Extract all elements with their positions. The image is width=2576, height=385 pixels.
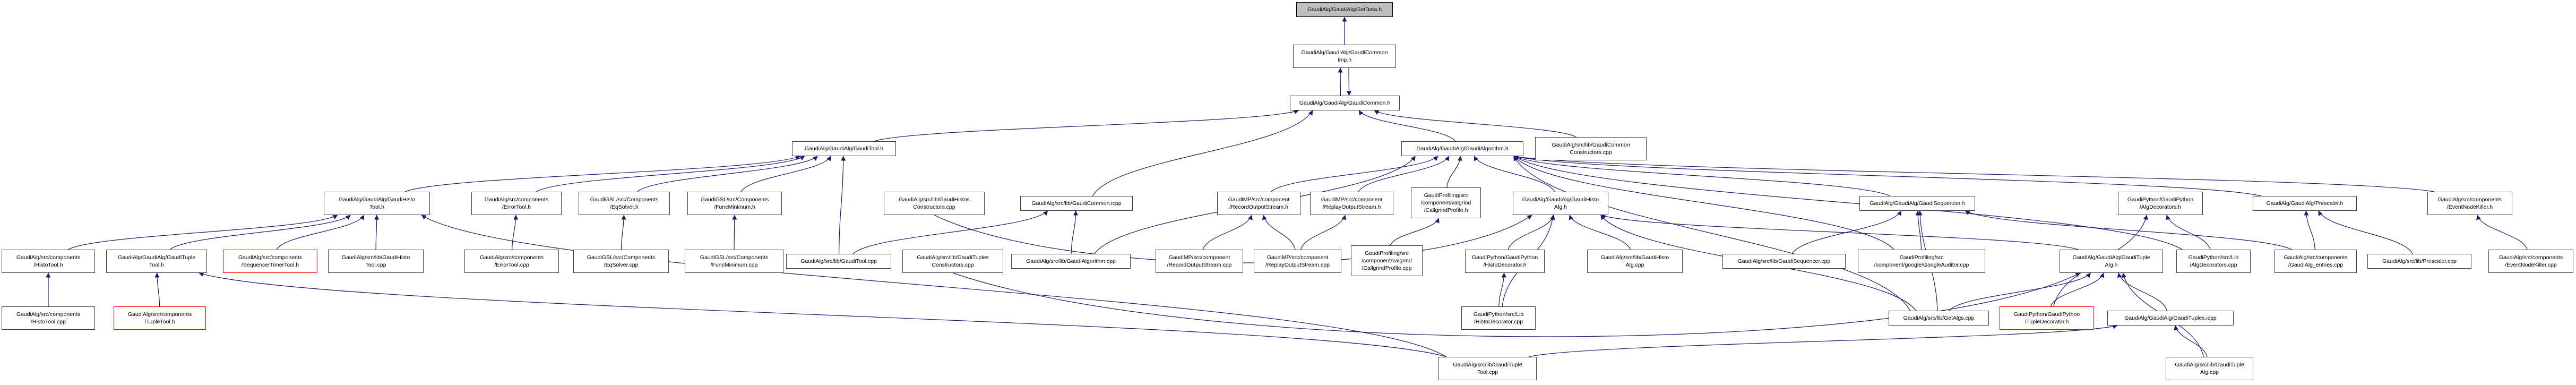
include-edge-tool_h-to-common (874, 110, 1299, 141)
include-edge-histotool_h5-to-histotool_h4 (68, 215, 338, 250)
graph-node-label: /EventNodeKiller.cpp (2505, 262, 2557, 268)
graph-node-label: GaudiAlg/src/components (238, 254, 303, 261)
graph-node-label: GaudiAlg/src/lib/GaudiHisto (341, 254, 410, 261)
include-edge-getalgs_cpp-to-tuplealg_h (1949, 273, 2091, 311)
graph-node-label: /component/valgrind (1420, 200, 1471, 206)
include-edge-tupletool_h5-to-histotool_h4 (170, 215, 350, 250)
graph-node-label: GaudiAlg/src/lib/GaudiCommon.icpp (1031, 200, 1122, 207)
graph-node-label: GaudiGSL/src/Components (587, 254, 656, 261)
graph-node-label: GaudiAlg/GaudiAlg/GaudiHisto (1522, 196, 1599, 203)
graph-node-label: GaudiAlg/GaudiAlg/GaudiAlgorithm.h (1416, 146, 1509, 152)
graph-node-algorithm_h[interactable] (1401, 141, 1523, 156)
graph-node-label: /EqSolver.cpp (604, 262, 639, 268)
graph-node-label: /CallgrindProfile.h (1424, 207, 1468, 213)
include-edge-eventnodekiller_cpp-to-eventnodekiller_h (2477, 215, 2527, 250)
include-edge-commonconstructors-to-common (1374, 110, 1576, 137)
graph-node-label: Constructors.cpp (932, 262, 974, 268)
graph-node-tuples_icpp[interactable] (2107, 311, 2234, 326)
graph-node-histosconstructors[interactable] (884, 192, 985, 215)
graph-node-gauditupletool_cpp[interactable] (1438, 357, 1537, 380)
graph-node-commonconstructors[interactable] (1535, 137, 1647, 160)
include-edge-tupledecorator_h-to-tuplealg_h (2051, 273, 2104, 306)
graph-node-label: GaudiMP/src/component (1228, 196, 1290, 203)
graph-node-label: GaudiAlg/src/components (479, 254, 544, 261)
graph-node-label: Imp.h (1337, 57, 1352, 63)
graph-node-label: Tool.h (149, 262, 165, 268)
graph-node-label: GaudiAlg/GaudiAlg/GaudiTuple (2072, 254, 2150, 261)
graph-node-label: GaudiGSL/src/Components (700, 254, 769, 261)
graph-node-callgrindprofile_cpp[interactable] (1351, 245, 1423, 276)
include-edge-callgrindprofile_h-to-algorithm_h (1447, 156, 1460, 187)
graph-node-tuplesconstructors[interactable] (902, 250, 1003, 273)
graph-node-gaudihistotool_cpp[interactable] (328, 250, 424, 273)
graph-node-histotool_h5[interactable] (2, 250, 95, 273)
graph-node-label: /FuncMinimum.h (714, 204, 755, 210)
include-edge-gauditupletool_cpp-to-histotool_h4 (421, 215, 1446, 357)
graph-node-tupletool_h6[interactable] (114, 306, 206, 330)
include-edge-tupletool_h6-to-tupletool_h5 (157, 273, 160, 306)
graph-node-funcminimum_cpp[interactable] (685, 250, 783, 273)
graph-node-getalgs_cpp[interactable] (1889, 311, 1989, 326)
graph-node-label: /ErrorTool.cpp (494, 262, 529, 268)
graph-node-label: /HistoDecorator.h (1483, 262, 1527, 268)
graph-node-label: GaudiAlg/GaudiAlg/GaudiTool.h (804, 146, 884, 152)
graph-node-label: GaudiMP/src/component (1168, 254, 1230, 261)
graph-node-label: /EventNodeKiller.h (2446, 204, 2493, 210)
graph-node-label: GaudiAlg/GaudiAlg/GaudiTuples.icpp (2124, 315, 2217, 321)
graph-node-sequencer_cpp[interactable] (1722, 254, 1846, 269)
graph-node-label: GaudiAlg/src/lib/Prescaler.cpp (2382, 258, 2457, 264)
graph-node-label: /HistoTool.h (33, 262, 63, 268)
include-edge-replayoutputstream_cpp-to-replayoutputstream_h (1301, 215, 1346, 250)
include-edge-callgrindprofile_cpp-to-callgrindprofile_h (1390, 218, 1438, 245)
include-edge-prescaler_h-to-algorithm_h (1514, 156, 2261, 196)
graph-node-label: GaudiAlg/src/lib/GaudiHistos (899, 196, 970, 203)
graph-node-errortool_cpp[interactable] (464, 250, 559, 273)
graph-node-label: GaudiAlg/GaudiAlg/GaudiCommon (1301, 49, 1388, 56)
graph-node-label: /AlgDecorators.cpp (2190, 262, 2237, 268)
include-edge-eqsolver_h-to-tool_h (637, 156, 817, 192)
graph-node-label: GaudiAlg/src/components (2437, 196, 2502, 203)
graph-node-label: /ReplayOutputStream.h (1322, 204, 1381, 210)
include-edge-tuples_icpp-to-tuplealg_h (2118, 273, 2167, 311)
graph-node-label: Constructors.cpp (913, 204, 955, 210)
include-edge-histodecorator_h-to-histoalg_h (1508, 215, 1554, 250)
graph-node-label: /AlgDecorators.h (2139, 204, 2182, 210)
graph-node-label: GaudiAlg/GaudiAlg/GaudiTuple (117, 254, 196, 261)
graph-node-tool_h[interactable] (792, 141, 896, 156)
graph-node-label: GaudiAlg/src/components (2499, 254, 2563, 261)
include-edge-gauditool_cpp-to-common_icpp (853, 211, 1048, 254)
graph-node-label: GaudiAlg/src/components (16, 254, 81, 261)
graph-node-label: /CallgrindProfile.cpp (1362, 265, 1412, 271)
include-edge-errortool_h-to-tool_h (536, 156, 805, 192)
graph-node-label: Alg.cpp (1625, 262, 1644, 268)
graph-node-label: GaudiProfiling/src (1424, 192, 1468, 199)
graph-node-label: GaudiAlg/src/components (484, 196, 549, 203)
graph-node-replayoutputstream_h[interactable] (1310, 192, 1393, 215)
graph-node-label: /RecordOutputStream.h (1229, 204, 1288, 210)
graph-node-eventnodekiller_h[interactable] (2427, 192, 2512, 215)
graph-node-tuplealg_h[interactable] (2060, 250, 2163, 273)
graph-node-sequencertimertool_h[interactable] (223, 250, 317, 273)
graph-node-label: GaudiAlg/src/components (16, 311, 81, 318)
graph-node-label: GaudiProfiling/src (1365, 250, 1409, 256)
graph-node-googleauditor_cpp[interactable] (1858, 250, 1985, 273)
graph-node-label: GaudiAlg/GaudiAlg/GaudiSequencer.h (1869, 200, 1965, 207)
graph-node-label: GaudiAlg/src/components (127, 311, 192, 318)
graph-node-label: GaudiMP/src/component (1321, 196, 1383, 203)
graph-node-prescaler_cpp[interactable] (2367, 254, 2471, 269)
graph-node-label: GaudiAlg/src/lib/GaudiTuple (1453, 362, 1522, 368)
graph-node-label: GaudiPython/src/Lib (1473, 311, 1524, 318)
include-edge-gaudihistotool_cpp-to-histotool_h4 (376, 215, 377, 250)
graph-node-algdecorators_cpp[interactable] (2176, 250, 2251, 273)
graph-node-histodecorator_h[interactable] (1465, 250, 1545, 273)
include-edge-recordoutputstream_cpp-to-recordoutputstream_h (1203, 215, 1252, 250)
graph-node-label: /GaudiAlg_entries.cpp (2288, 262, 2344, 268)
graph-node-label: GaudiAlg/src/lib/GaudiCommon (1552, 142, 1630, 148)
graph-node-common[interactable] (1290, 96, 1400, 110)
include-edge-entries_cpp-to-sequencer_h (1965, 211, 2291, 250)
graph-node-label: Alg.h (2105, 262, 2118, 268)
graph-node-label: GaudiAlg/GaudiAlg/GaudiCommon.h (1299, 100, 1391, 106)
include-edge-gauditupletool_cpp-to-tuples_icpp (1529, 326, 2117, 357)
include-edge-histoalg_h-to-algorithm_h (1474, 156, 1555, 192)
include-edge-sequencer_cpp-to-sequencer_h (1792, 211, 1901, 254)
graph-node-label: /EqSolver.h (610, 204, 639, 210)
include-edge-gauditool_cpp-to-tool_h (839, 156, 843, 254)
include-edge-algdecorators_cpp-to-algdecorators_h (2167, 215, 2210, 250)
graph-node-label: GaudiAlg/src/lib/GaudiAlgorithm.cpp (1026, 258, 1116, 264)
graph-node-label: GaudiAlg/src/lib/GaudiHisto (1600, 254, 1669, 261)
graph-node-replayoutputstream_cpp[interactable] (1254, 250, 1341, 273)
graph-node-label: GaudiPython/GaudiPython (1471, 254, 1538, 261)
graph-node-histoalg_h[interactable] (1513, 192, 1608, 215)
graph-node-label: GaudiAlg/GaudiAlg/GetData.h (1307, 6, 1382, 13)
graph-node-label: GaudiAlg/src/lib/GetAlgs.cpp (1903, 315, 1975, 321)
graph-node-commonimp[interactable] (1293, 45, 1396, 68)
graph-node-label: GaudiMP/src/component (1267, 254, 1329, 261)
graph-node-gauditool_cpp[interactable] (786, 254, 891, 269)
include-edge-common_icpp-to-common (1092, 110, 1313, 196)
graph-node-label: /RecordOutputStream.cpp (1167, 262, 1232, 268)
graph-node-prescaler_h[interactable] (2253, 196, 2357, 211)
include-edge-eqsolver_cpp-to-eqsolver_h (621, 215, 624, 250)
graph-node-histotool_cpp[interactable] (2, 306, 95, 330)
graph-node-label: GaudiProfiling/src (1899, 254, 1944, 261)
include-edge-replayoutputstream_cpp-to-recordoutputstream_h (1263, 215, 1295, 250)
graph-node-label: /HistoTool.cpp (31, 319, 66, 325)
graph-node-label: GaudiPython/src/Lib (2188, 254, 2239, 261)
graph-node-label: /component/google/GoogleAuditor.cpp (1874, 262, 1969, 268)
include-edge-entries_cpp-to-prescaler_h (2306, 211, 2315, 250)
graph-node-recordoutputstream_cpp[interactable] (1156, 250, 1243, 273)
graph-node-label: /component/valgrind (1362, 258, 1412, 264)
graph-node-histotool_h4[interactable] (324, 192, 430, 215)
include-edge-histotool_h4-to-tool_h (405, 156, 800, 192)
include-edge-algorithm_cpp-to-common_icpp (1071, 211, 1076, 254)
graph-node-algdecorators_h[interactable] (2118, 192, 2203, 215)
graph-node-funcminimum_h[interactable] (687, 192, 782, 215)
graph-node-common_icpp[interactable] (1020, 196, 1133, 211)
include-edge-tuplealg_h-to-histoalg_h (1601, 215, 2079, 250)
graph-node-eqsolver_cpp[interactable] (573, 250, 669, 273)
include-edge-replayoutputstream_h-to-algorithm_h (1358, 156, 1449, 192)
include-edge-histoalg_cpp-to-histoalg_h (1570, 215, 1631, 250)
graph-node-label: Alg.cpp (2200, 369, 2219, 375)
graph-node-gaudituplealg_cpp[interactable] (2166, 357, 2253, 380)
graph-node-label: GaudiAlg/GaudiAlg/GaudiHisto (338, 196, 416, 203)
include-edge-funcminimum_cpp-to-funcminimum_h (734, 215, 735, 250)
graph-node-label: /SequencerTimerTool.h (241, 262, 299, 268)
graph-node-label: GaudiAlg/GaudiAlg/Prescaler.h (2266, 200, 2344, 207)
include-edge-getalgs_cpp-to-algorithm_h (1514, 156, 1910, 311)
graph-node-label: GaudiAlg/src/lib/GaudiSequencer.cpp (1737, 258, 1831, 264)
graph-node-label: /HistoDecorator.cpp (1474, 319, 1523, 325)
graph-node-eqsolver_h[interactable] (579, 192, 670, 215)
graph-node-sequencer_h[interactable] (1859, 196, 1975, 211)
graph-node-label: /TupleDecorator.h (2024, 319, 2069, 325)
graph-node-label: Constructors.cpp (1570, 149, 1612, 156)
graph-node-label: GaudiGSL/src/Components (590, 196, 659, 203)
graph-node-label: Tool.cpp (1477, 369, 1498, 375)
graph-node-label: /TupleTool.h (144, 319, 175, 325)
graph-node-histodecorator_cpp[interactable] (1461, 306, 1536, 330)
graph-node-label: Alg.h (1554, 204, 1567, 210)
include-edge-googleauditor_cpp-to-sequencer_h (1918, 211, 1922, 250)
graph-node-label: GaudiPython/GaudiPython (2013, 311, 2080, 318)
graph-node-label: /ReplayOutputStream.cpp (1265, 262, 1330, 268)
graph-node-algorithm_cpp[interactable] (1011, 254, 1131, 269)
graph-node-label: /ErrorTool.h (502, 204, 531, 210)
graph-node-recordoutputstream_h[interactable] (1217, 192, 1300, 215)
graph-node-tupledecorator_h[interactable] (2000, 306, 2094, 330)
graph-node-label: GaudiAlg/src/lib/GaudiTuples (917, 254, 989, 261)
include-edge-prescaler_cpp-to-prescaler_h (2319, 211, 2413, 254)
graph-node-label: Tool.cpp (365, 262, 386, 268)
graph-node-label: GaudiAlg/src/lib/GaudiTool.cpp (800, 258, 877, 264)
graph-node-label: Tool.h (369, 204, 385, 210)
graph-node-label: GaudiAlg/src/components (2284, 254, 2348, 261)
graph-node-entries_cpp[interactable] (2275, 250, 2357, 273)
include-edge-recordoutputstream_h-to-algorithm_h (1271, 156, 1438, 192)
graph-node-label: GaudiGSL/src/Components (700, 196, 769, 203)
graph-node-eventnodekiller_cpp[interactable] (2488, 250, 2573, 273)
graph-node-getdata[interactable] (1296, 2, 1393, 17)
include-edge-algorithm_h-to-common (1359, 110, 1455, 141)
graph-node-label: /FuncMinimum.cpp (710, 262, 758, 268)
include-edge-eventnodekiller_h-to-algorithm_h (1514, 156, 2434, 192)
graph-node-callgrindprofile_h[interactable] (1411, 187, 1481, 218)
graph-node-label: GaudiAlg/src/lib/GaudiTuple (2175, 362, 2244, 368)
graph-node-histoalg_cpp[interactable] (1587, 250, 1683, 273)
include-edge-gauditupletool_cpp-to-tupletool_h5 (199, 273, 1446, 357)
include-edge-errortool_cpp-to-errortool_h (512, 215, 516, 250)
graph-node-errortool_h[interactable] (471, 192, 562, 215)
graph-node-tupletool_h5[interactable] (106, 250, 207, 273)
graph-node-label: GaudiPython/GaudiPython (2127, 196, 2194, 203)
